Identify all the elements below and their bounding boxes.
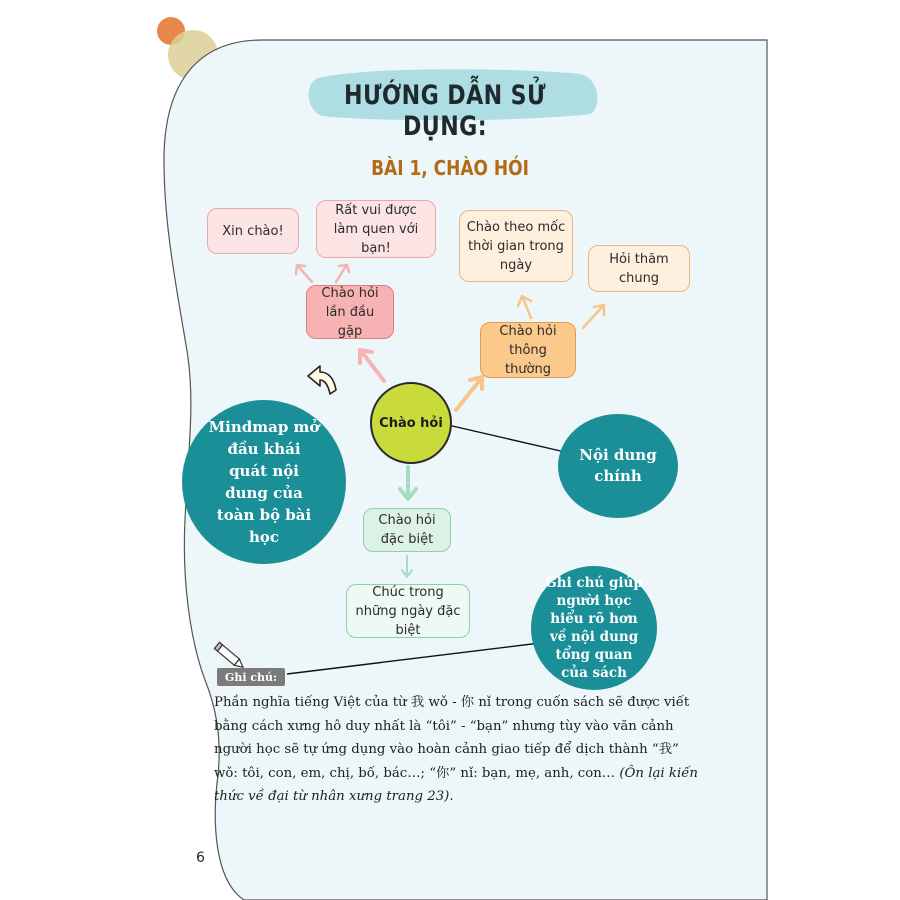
node-regular: Chào hỏi thông thường	[480, 322, 576, 378]
node-center: Chào hỏi	[370, 382, 452, 464]
note-body	[214, 691, 704, 809]
page-number: 6	[196, 850, 205, 866]
node-wishes: Chúc trong những ngày đặc biệt	[346, 584, 470, 638]
callout-main-content: Nội dung chính	[558, 414, 678, 518]
note-text-italic: (Ôn lại kiến thức về đại từ nhân xưng trang 23).	[214, 765, 698, 805]
page-title: HƯỚNG DẪN SỬ DỤNG:	[344, 80, 546, 142]
note-text: Phần nghĩa tiếng Việt của từ 我 wǒ - 你 nǐ trong cuốn sách sẽ được viết bằng cách xưng hô duy nhất là “tôi” - “bạn” nhưng tùy vào văn cảnh người học sẽ tự ứng dụng vào hoàn cảnh giao tiếp để dịch thành “我” wǒ: tôi, con, em, chị, bố, bác…; “你” nǐ: bạn, mẹ, anh, con…	[214, 695, 690, 781]
node-nice-to-meet: Rất vui được làm quen với bạn!	[316, 200, 436, 258]
callout-note-help: Ghi chú giúp người học hiểu rõ hơn về nội dung tổng quan của sách	[531, 566, 657, 690]
node-special: Chào hỏi đặc biệt	[363, 508, 451, 552]
node-hello: Xin chào!	[207, 208, 299, 254]
node-first-meeting: Chào hỏi lần đầu gặp	[306, 285, 394, 339]
lesson-title: BÀI 1, CHÀO HỎI	[371, 156, 529, 180]
callout-mindmap-intro: Mindmap mở đầu khái quát nội dung của toàn bộ bài học	[182, 400, 346, 564]
note-label: Ghi chú:	[217, 668, 285, 686]
node-general-ask: Hỏi thăm chung	[588, 245, 690, 292]
node-time-based: Chào theo mốc thời gian trong ngày	[459, 210, 573, 282]
